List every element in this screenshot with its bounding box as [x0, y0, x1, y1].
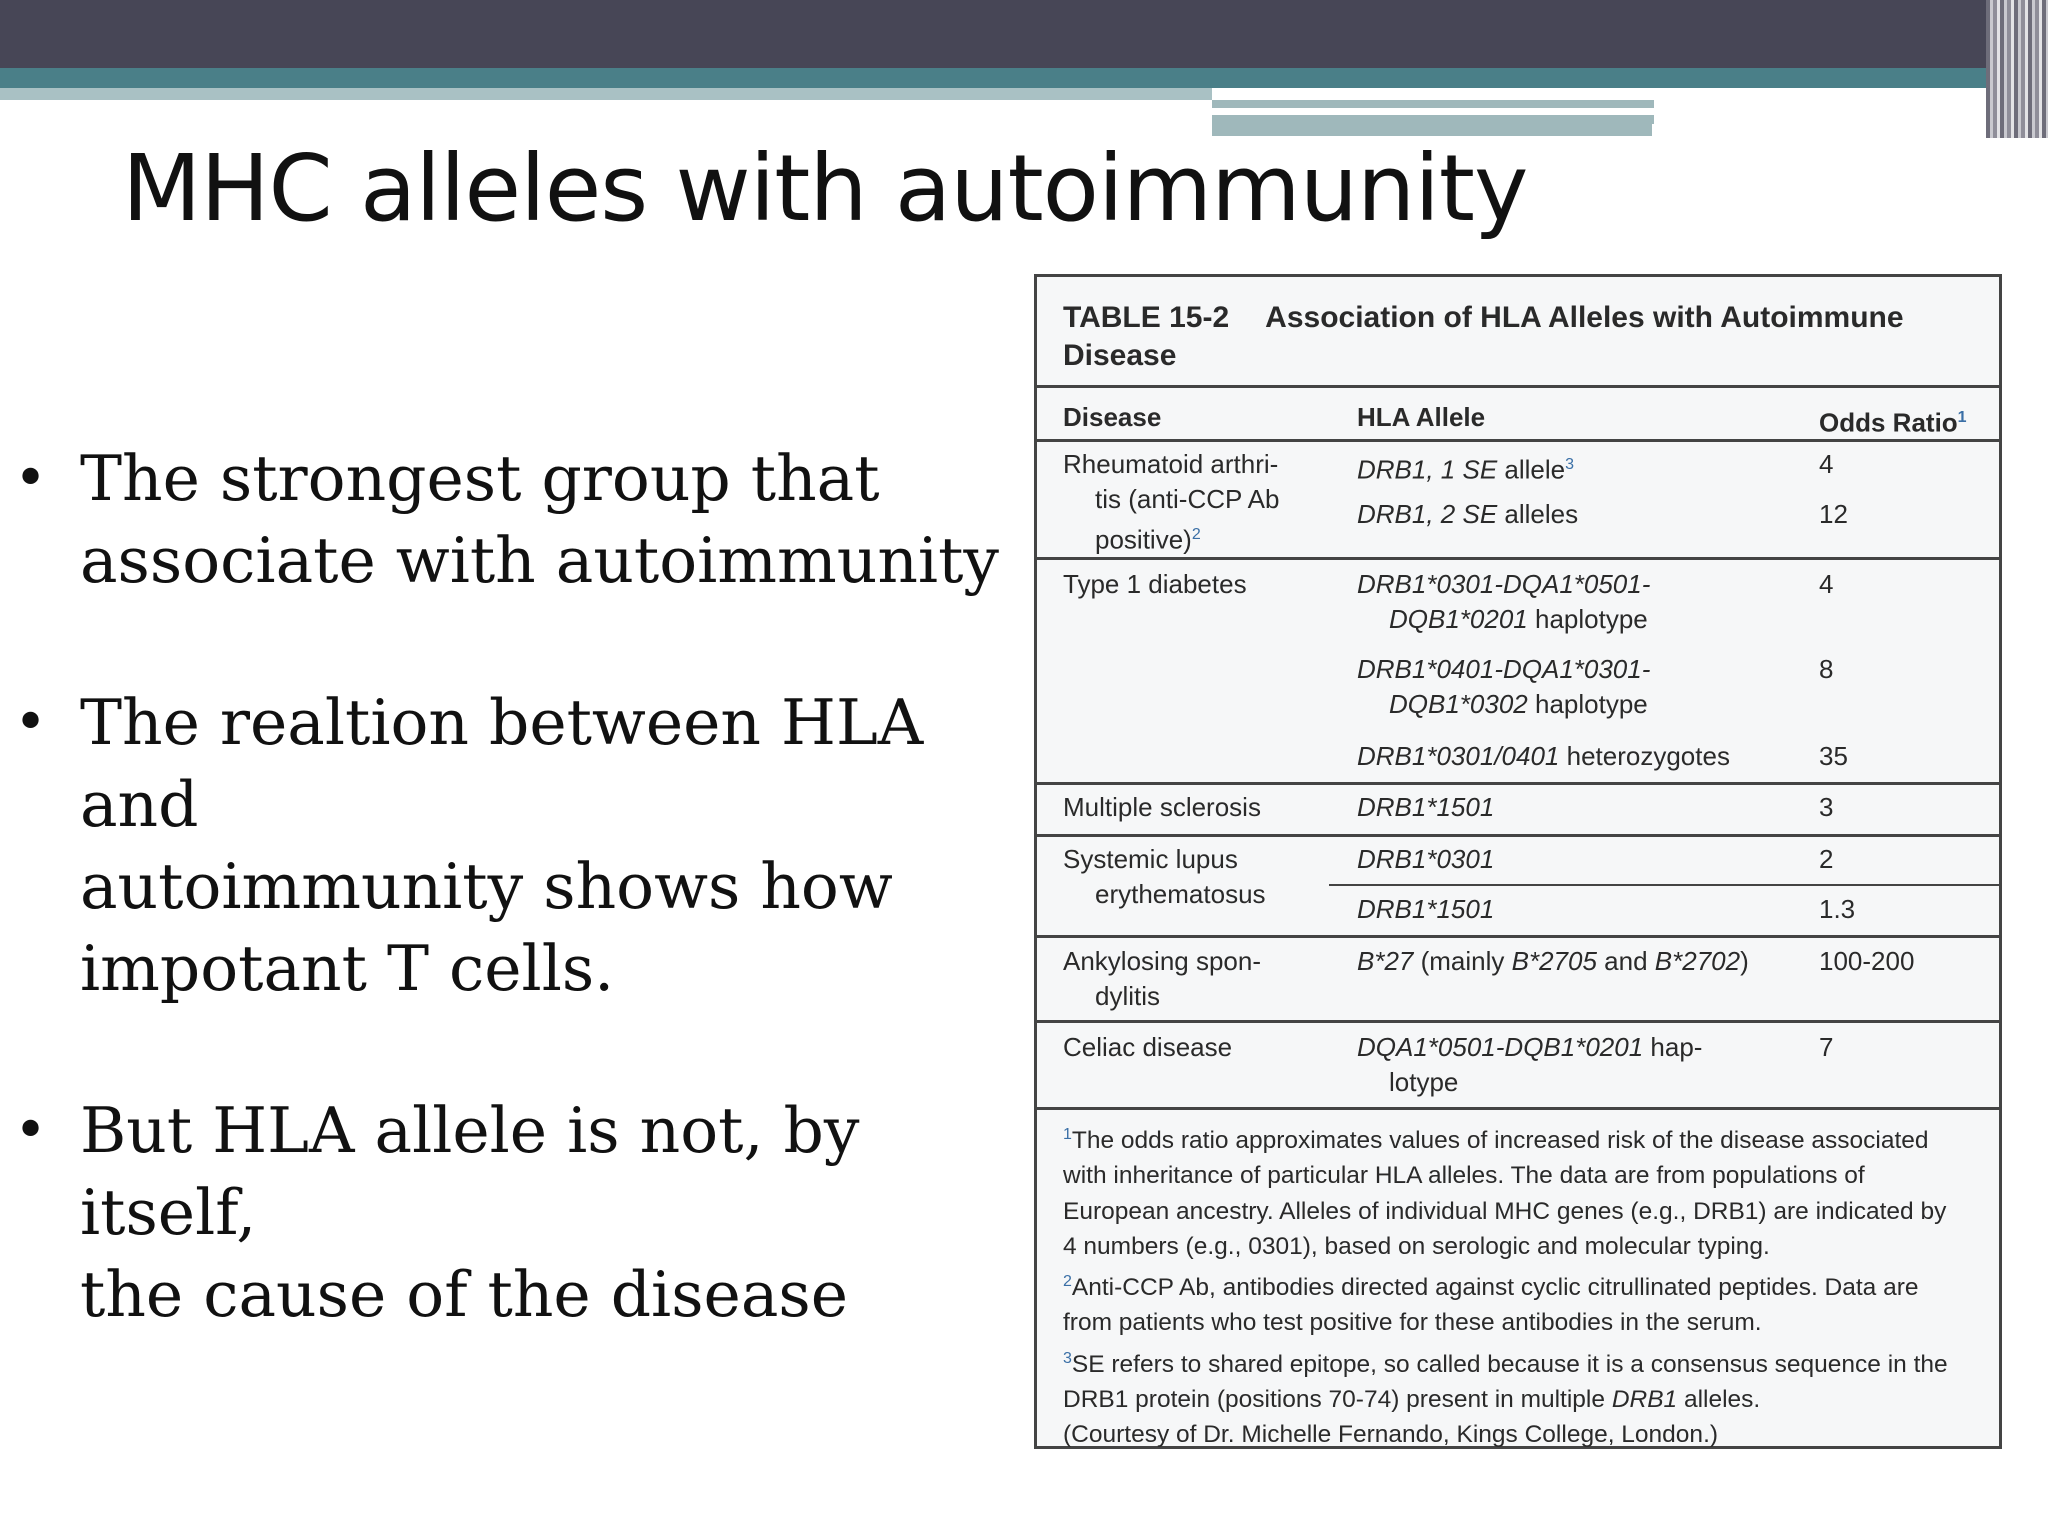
table-rule — [1037, 782, 1999, 785]
cell-odds: 4 — [1819, 449, 1834, 479]
bullet-line: • The realtion between HLA and — [80, 686, 924, 841]
header-odds-ratio: Odds Ratio$^1$ — [1819, 407, 1967, 438]
table-footnotes — [1063, 1117, 1993, 1452]
header-bar-teal — [0, 68, 2048, 88]
cell-allele: DRB1*1501 — [1357, 894, 1495, 924]
footnote-line: 4 numbers (e.g., 0301), based on serologic and molecular typing. — [1063, 1232, 1770, 1260]
header-accent-line — [1212, 108, 1898, 115]
bullet-item — [0, 438, 1010, 602]
header-bar-dark — [0, 0, 2048, 68]
header-hla-allele: HLA Allele — [1357, 402, 1486, 432]
table-rule — [1037, 439, 1999, 442]
table-title: Association of HLA Alleles with Autoimmune Disease — [1063, 301, 1904, 372]
cell-disease-ms: Multiple sclerosis — [1063, 792, 1261, 822]
footnote-line: $^2$Anti-CCP Ab, antibodies directed against cyclic citrullinated peptides. Data are — [1063, 1272, 1919, 1302]
bullet-item — [0, 1090, 1010, 1336]
cell-allele: DRB1, 1 SE allele$^3$ — [1357, 454, 1575, 485]
bullet-line: • The strongest group that — [80, 442, 880, 515]
footnote-line: with inheritance of particular HLA alleles. The data are from populations of — [1063, 1162, 1865, 1190]
cell-odds: 1.3 — [1819, 894, 1856, 924]
cell-odds: 3 — [1819, 792, 1834, 822]
cell-allele: DRB1*0401-DQA1*0301- DQB1*0302 haplotype — [1357, 654, 1651, 719]
bullet-line: impotant T cells. — [80, 932, 615, 1005]
table-rule — [1037, 557, 1999, 560]
footnote-line: DRB1 protein (positions 70-74) present in multiple DRB1 alleles. — [1063, 1385, 1761, 1413]
cell-allele: DRB1*0301-DQA1*0501- DQB1*0201 haplotype — [1357, 569, 1651, 634]
table-rule — [1037, 1020, 1999, 1023]
bullet-item — [0, 682, 1010, 1010]
cell-disease-celiac: Celiac disease — [1063, 1032, 1233, 1062]
header-disease: Disease — [1063, 402, 1162, 432]
table-number: TABLE 15-2 — [1063, 301, 1230, 334]
table-rule — [1037, 834, 1999, 837]
cell-disease-sle: Systemic lupus erythematosus — [1063, 844, 1266, 909]
table-caption — [1063, 299, 1983, 375]
slide-title: MHC alleles with autoimmunity — [122, 135, 1528, 242]
cell-allele: DQA1*0501-DQB1*0201 hap- lotype — [1357, 1032, 1703, 1097]
cell-disease-t1d: Type 1 diabetes — [1063, 569, 1247, 599]
footnote-line: from patients who test positive for these antibodies in the serum. — [1063, 1309, 1762, 1337]
header-corner-stripes — [1986, 0, 2048, 138]
bullet-line: autoimmunity shows how — [80, 850, 893, 923]
cell-disease-as: Ankylosing spon- dylitis — [1063, 946, 1261, 1011]
cell-allele: DRB1, 2 SE alleles — [1357, 499, 1579, 529]
footnote-line: $^3$SE refers to shared epitope, so called because it is a consensus sequence in the — [1063, 1349, 1948, 1378]
cell-odds: 8 — [1819, 654, 1834, 684]
table-rule — [1037, 935, 1999, 938]
cell-allele: DRB1*0301/0401 heterozygotes — [1357, 741, 1730, 771]
bullet-list — [0, 438, 1010, 1416]
hla-table-figure — [1034, 274, 2002, 1449]
cell-disease-ra: Rheumatoid arthri- tis (anti-CCP Ab positive)$^2$ — [1063, 449, 1280, 555]
cell-allele: DRB1*1501 — [1357, 792, 1495, 822]
cell-odds: 2 — [1819, 844, 1834, 874]
header-bar-light — [0, 88, 1212, 100]
footnote-line: European ancestry. Alleles of individual MHC genes (e.g., DRB1) are indicated by — [1063, 1197, 1947, 1225]
footnote-line: $^1$The odds ratio approximates values of increased risk of the disease associated — [1063, 1126, 1929, 1155]
cell-allele: B*27 (mainly B*2705 and B*2702) — [1357, 946, 1749, 976]
footnote-courtesy: (Courtesy of Dr. Michelle Fernando, Kings College, London.) — [1063, 1421, 1719, 1449]
cell-odds: 100-200 — [1819, 946, 1915, 976]
header-accent-line — [1652, 124, 1902, 136]
table-rule — [1037, 385, 1999, 388]
cell-odds: 12 — [1819, 499, 1848, 529]
cell-odds: 4 — [1819, 569, 1834, 599]
header-accent-right — [1212, 100, 1654, 136]
bullet-line: • But HLA allele is not, by itself, — [80, 1094, 860, 1249]
table-rule — [1037, 1107, 1999, 1110]
cell-odds: 35 — [1819, 741, 1848, 771]
bullet-line: associate with autoimmunity — [80, 524, 999, 597]
cell-allele: DRB1*0301 — [1357, 844, 1495, 874]
cell-odds: 7 — [1819, 1032, 1834, 1062]
bullet-line: the cause of the disease — [80, 1258, 848, 1331]
table-rule — [1329, 884, 1999, 886]
